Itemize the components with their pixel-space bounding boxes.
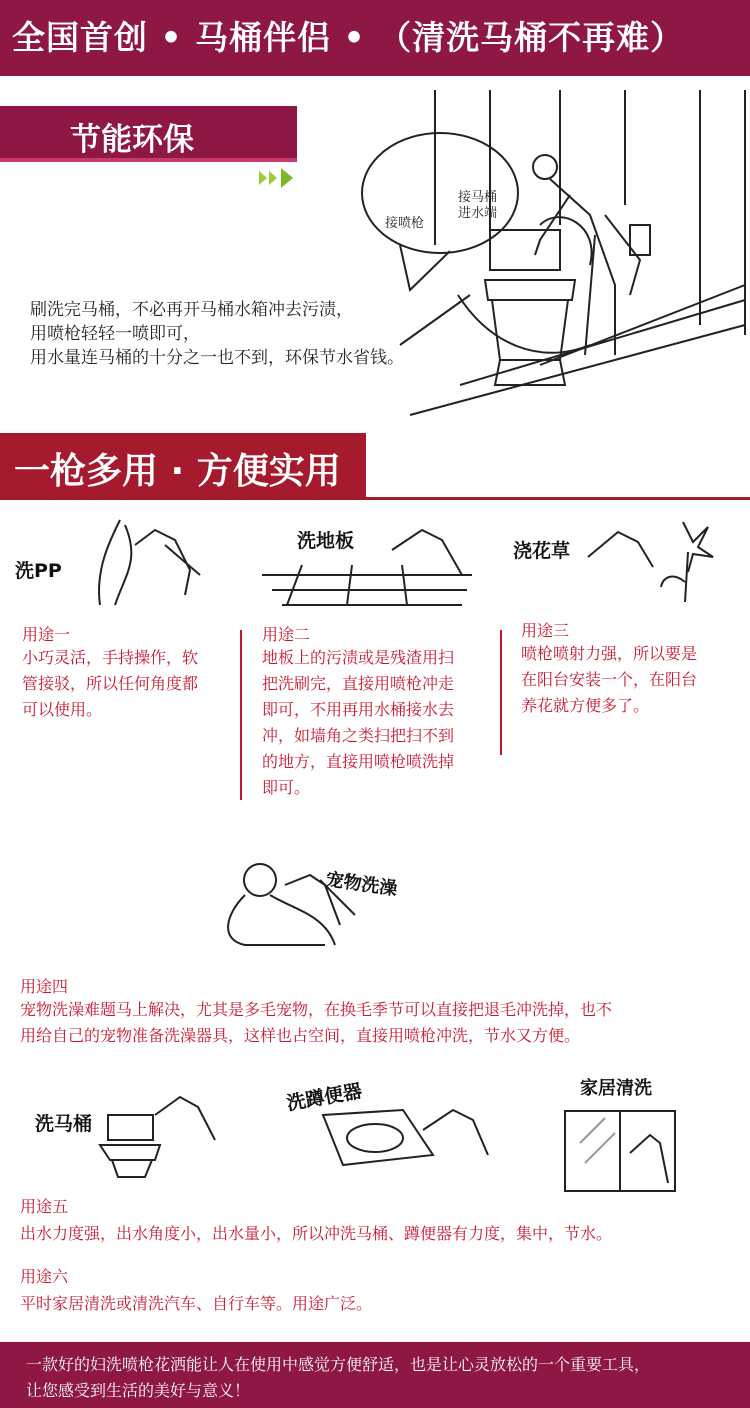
use-one-line: 小巧灵活，手持操作，软 [22, 648, 199, 667]
use-two-block [262, 622, 454, 801]
use-six-block [20, 1264, 372, 1317]
use-two-text [262, 645, 454, 801]
use-five-block [20, 1194, 612, 1247]
use-two-line: 即可，不用再用水桶接水去 [262, 700, 455, 719]
section-tab-label: 节能环保 [70, 122, 194, 158]
pet-bath-illustration [215, 855, 415, 955]
divider-line [500, 630, 502, 755]
wash-pp-illustration [15, 515, 215, 610]
top-banner [0, 0, 750, 76]
section-tab-energy [0, 106, 297, 158]
use-six-heading: 用途六 [20, 1267, 69, 1286]
wash-floor-illustration [262, 515, 477, 610]
use-one-line: 可以使用。 [22, 700, 103, 719]
home-cleaning-illustration [560, 1073, 680, 1193]
use-two-line: 的地方，直接用喷枪喷洗掉 [262, 752, 455, 771]
use-one-block [22, 622, 198, 723]
use-one-heading: 用途一 [22, 625, 71, 644]
section-multiuse-title: 一枪多用 · 方便实用 [14, 451, 341, 492]
use-three-text [521, 641, 697, 719]
wash-squat-label: 洗蹲便器 [285, 1080, 364, 1115]
energy-line: 用喷枪轻轻一喷即可， [30, 324, 200, 344]
use-four-heading: 用途四 [20, 977, 69, 996]
wash-squat-toilet-illustration [283, 1070, 508, 1180]
use-five-heading: 用途五 [20, 1197, 69, 1216]
use-three-heading: 用途三 [521, 621, 570, 640]
toilet-inlet-label-2: 进水端 [458, 206, 498, 221]
double-arrow-icon [257, 166, 295, 190]
section-multiuse-rule [0, 497, 750, 500]
use-six-text: 平时家居清洗或清洗汽车、自行车等。用途广泛。 [20, 1294, 373, 1313]
section-tab-underline [0, 158, 297, 162]
footer-banner [0, 1342, 750, 1408]
use-three-line: 喷枪喷射力强，所以要是 [521, 644, 698, 663]
use-two-line: 把洗刷完，直接用喷枪冲走 [262, 674, 455, 693]
toilet-inlet-label-1: 接马桶 [458, 190, 498, 205]
use-four-text [20, 997, 612, 1049]
water-plants-illustration [513, 512, 738, 607]
use-five-text: 出水力度强，出水角度小，出水量小，所以冲洗马桶、蹲便器有力度，集中，节水。 [20, 1224, 613, 1243]
energy-line: 用水量连马桶的十分之一也不到，环保节水省钱。 [30, 348, 404, 368]
energy-paragraph [30, 298, 404, 370]
footer-line: 一款好的妇洗喷枪花洒能让人在使用中感觉方便舒适，也是让心灵放松的一个重要工具， [26, 1355, 651, 1374]
energy-line: 刷洗完马桶，不必再开马桶水箱冲去污渍， [30, 300, 353, 320]
water-plants-label: 浇花草 [513, 540, 571, 562]
use-three-line: 在阳台安装一个，在阳台 [521, 670, 698, 689]
home-cleaning-label: 家居清洗 [580, 1078, 652, 1099]
use-three-line: 养花就方便多了。 [521, 696, 650, 715]
wash-toilet-label: 洗马桶 [35, 1113, 93, 1135]
use-one-text [22, 645, 198, 723]
use-four-block [20, 974, 612, 1049]
wash-toilet-illustration [30, 1085, 240, 1180]
wash-floor-label: 洗地板 [297, 530, 355, 552]
use-two-heading: 用途二 [262, 625, 311, 644]
spray-gun-label: 接喷枪 [385, 216, 425, 231]
use-two-line: 地板上的污渍或是残渣用扫 [262, 648, 455, 667]
use-two-line: 冲，如墙角之类扫把扫不到 [262, 726, 455, 745]
wash-pp-label: 洗PP [15, 560, 62, 582]
banner-title: 全国首创 • 马桶伴侣 • （清洗马桶不再难） [12, 18, 685, 57]
pet-bath-label: 宠物洗澡 [324, 869, 399, 900]
use-four-line: 用给自己的宠物准备洗澡器具，这样也占空间，直接用喷枪冲洗，节水又方便。 [20, 1026, 581, 1045]
use-four-line: 宠物洗澡难题马上解决，尤其是多毛宠物，在换毛季节可以直接把退毛冲洗掉，也不 [20, 1000, 613, 1019]
section-multiuse-header [0, 433, 366, 497]
footer-line: 让您感受到生活的美好与意义！ [26, 1381, 251, 1400]
use-two-line: 即可。 [262, 778, 311, 797]
use-one-line: 管接驳，所以任何角度都 [22, 674, 199, 693]
divider-line [240, 630, 242, 800]
use-three-block [521, 618, 697, 719]
